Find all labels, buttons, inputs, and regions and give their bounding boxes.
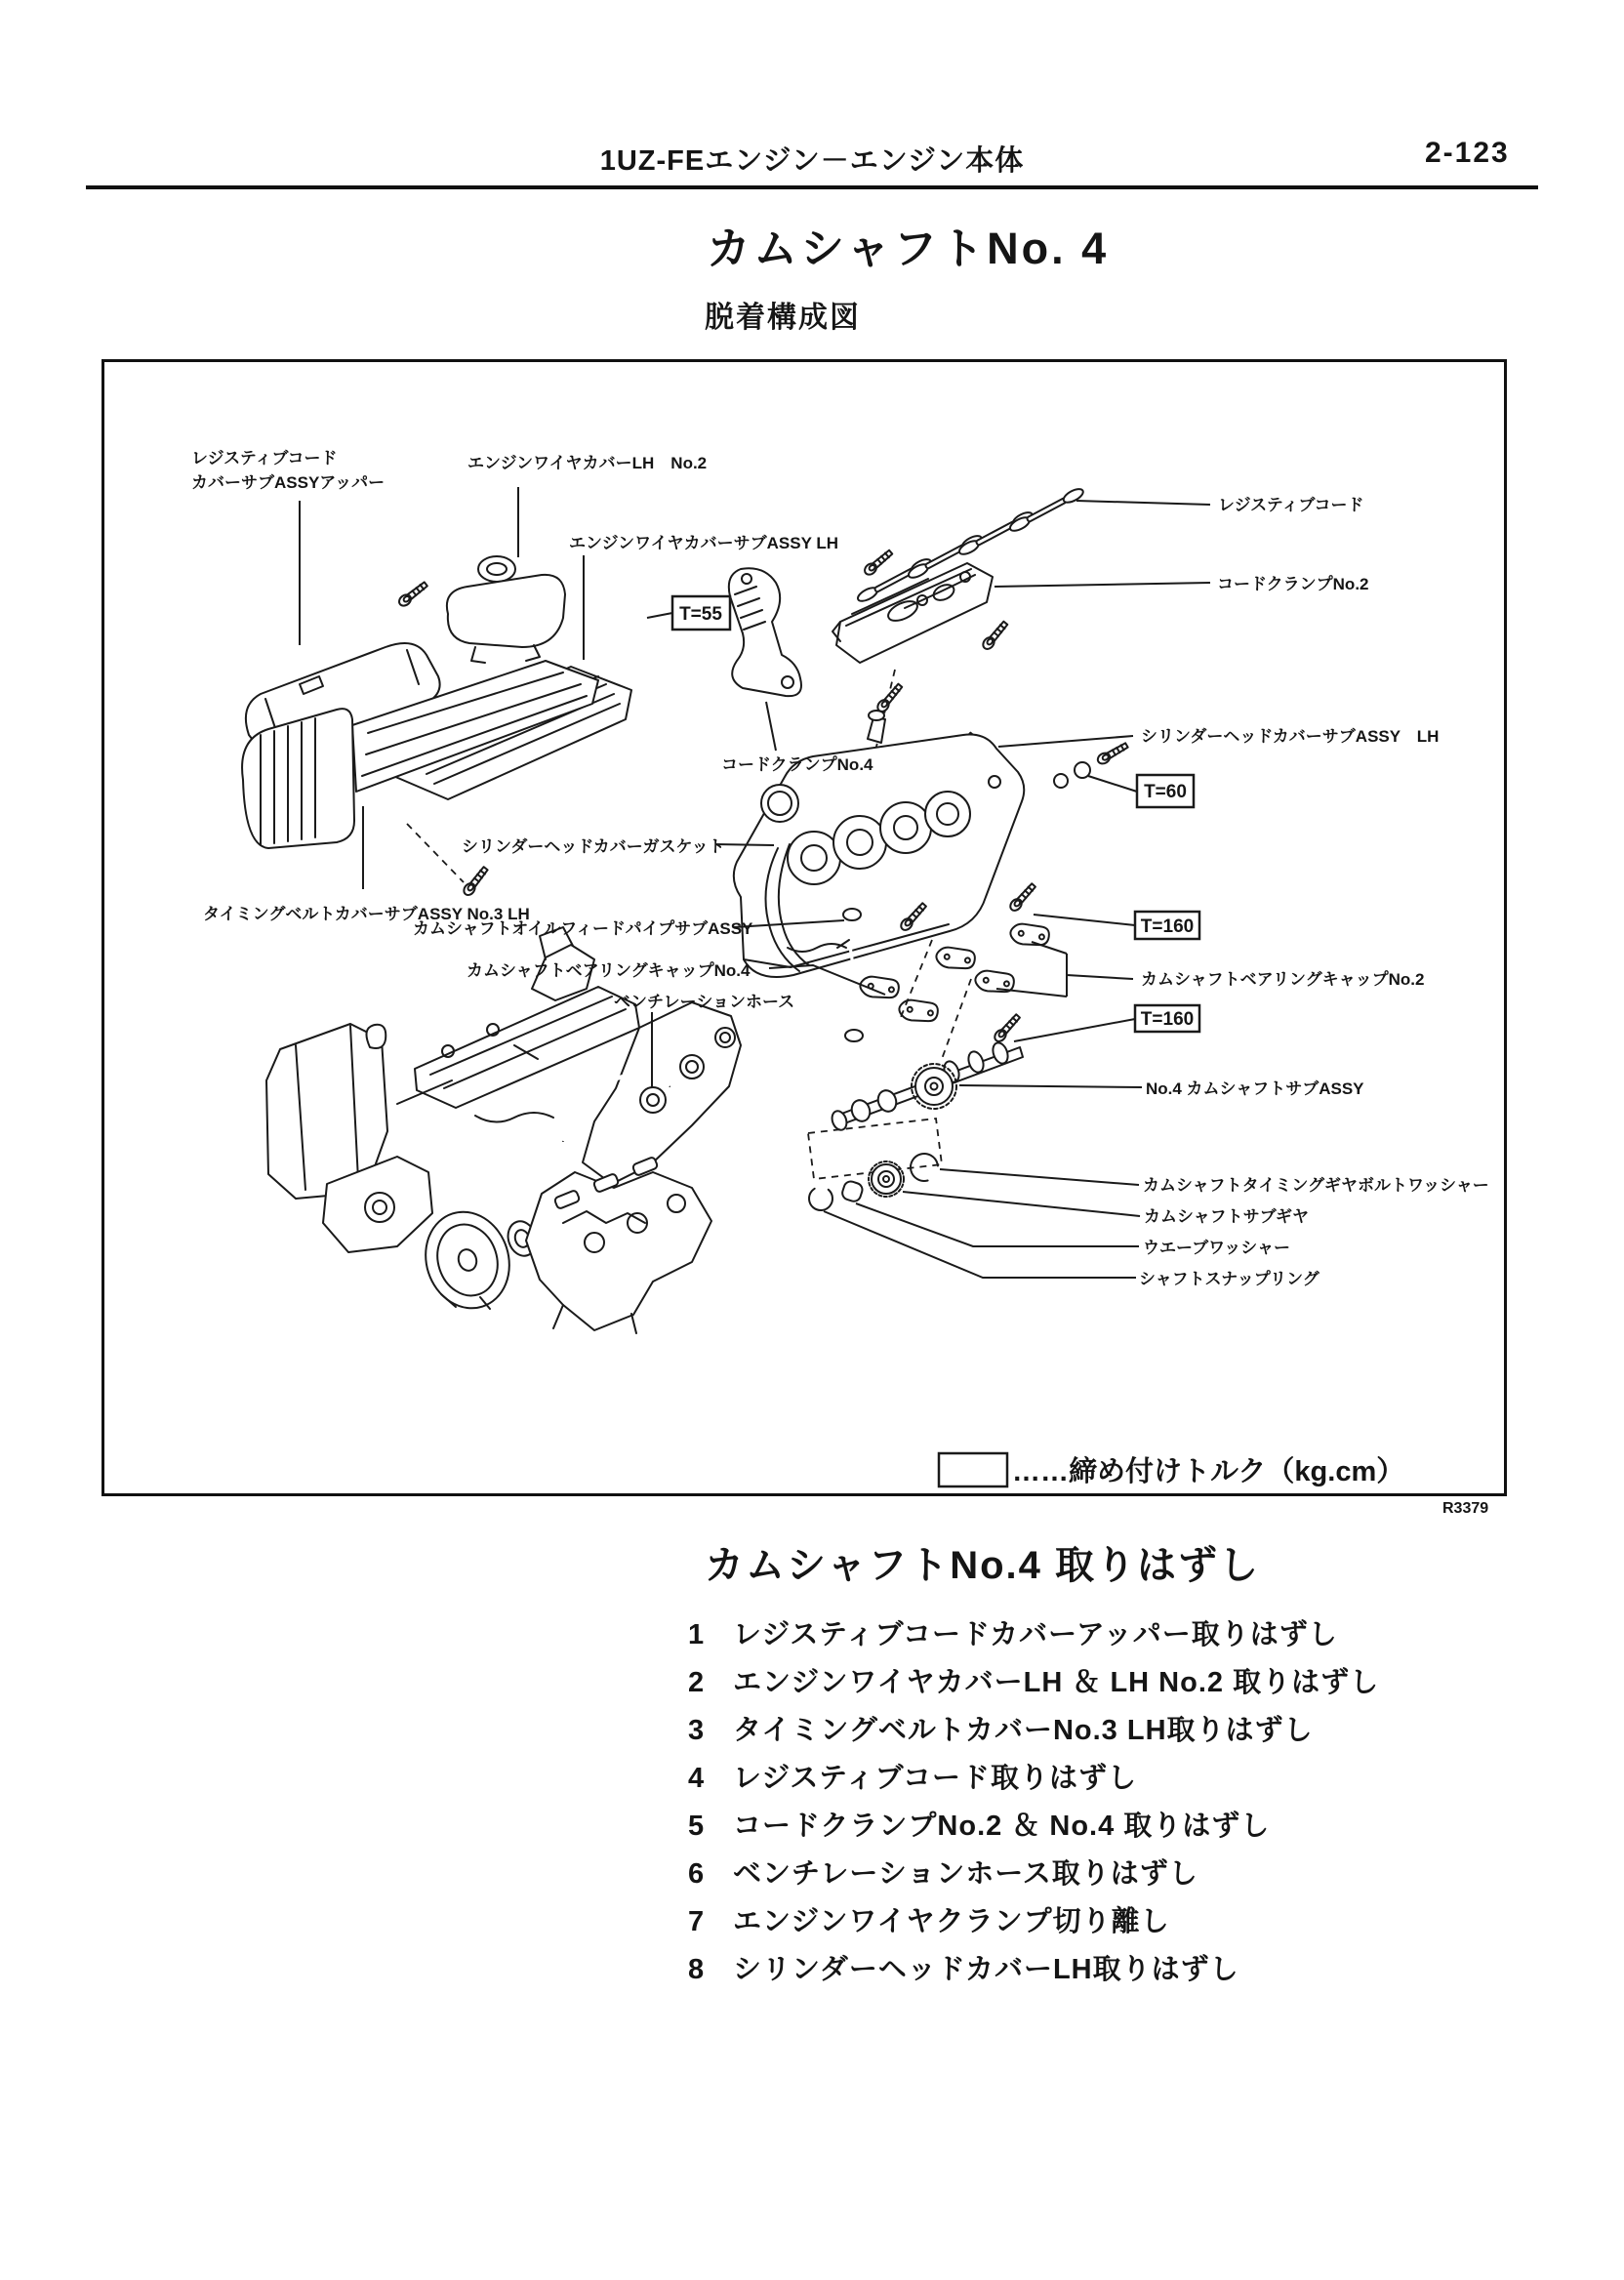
header-rule [86,185,1538,189]
leader [647,613,672,618]
torque-callout-t55 [672,596,730,630]
step-text: コードクランプNo.2 ＆ No.4 取りはずし [733,1811,1271,1842]
removal-heading: カムシャフトNo.4 取りはずし [705,1544,1260,1587]
svg-text:T=160: T=160 [1140,1009,1195,1030]
wave-washer-part [840,1180,864,1203]
torque-callout-t160-upper [1135,912,1199,939]
cord-clamp-no4-part [729,568,801,696]
seal-washer [1075,762,1090,778]
step-number: 4 [688,1763,705,1794]
removal-step [688,1756,1379,1794]
bolt-guide-dashed [407,824,464,882]
removal-step [688,1899,1379,1937]
label-resistive-cord: レジスティブコード [1218,496,1364,514]
label-camshaft-oil-feed-pipe-sub-assy: カムシャフトオイルフィードパイプサブASSY [413,919,753,938]
step-number: 1 [688,1619,705,1650]
leader [1034,915,1135,925]
step-text: レジスティブコード取りはずし [733,1763,1138,1794]
label-cylinder-head-cover-gasket: シリンダーヘッドカバーガスケット [462,837,725,856]
step-text: シリンダーヘッドカバーLH取りはずし [733,1954,1239,1985]
label-cylinder-head-cover-sub-assy-lh: シリンダーヘッドカバーサブASSY LH [1141,727,1440,746]
exploded-diagram [104,362,1504,1493]
leader [1076,501,1210,505]
label-resistive-cord-cover-upper-line2: カバーサブASSYアッパー [191,473,386,492]
page-subtitle: 脱着構成図 [705,302,861,334]
removal-step [688,1612,1379,1648]
exploded-diagram-frame [102,359,1507,1496]
shaft-snap-ring-part [804,1182,837,1215]
leader [903,1192,1140,1216]
step-text: ベンチレーションホース取りはずし [733,1858,1198,1890]
step-number: 7 [688,1906,705,1937]
removal-step [688,1708,1379,1746]
removal-steps-list [688,1612,1379,1995]
leader [1088,776,1137,792]
label-timing-belt-cover-sub-assy-no3-lh: タイミングベルトカバーサブASSY No.3 LH [203,905,530,923]
label-ventilation-hose: ベンチレーションホース [614,993,795,1011]
label-camshaft-bearing-cap-no2: カムシャフトベアリングキャップNo.2 [1141,970,1425,989]
label-shaft-snap-ring: シャフトスナップリング [1139,1270,1320,1288]
label-camshaft-timing-gear-bolt-washer: カムシャフトタイミングギヤボルトワッシャー [1143,1176,1489,1195]
label-cord-clamp-no4: コードクランプNo.4 [721,755,873,774]
figure-code: R3379 [1442,1500,1489,1517]
step-number: 3 [688,1715,705,1746]
removal-step [688,1947,1379,1985]
step-text: タイミングベルトカバーNo.3 LH取りはずし [733,1715,1314,1746]
step-text: エンジンワイヤクランプ切り離し [733,1906,1170,1937]
label-cord-clamp-no2: コードクランプNo.2 [1217,575,1369,593]
leader [940,1169,1139,1185]
removal-step [688,1660,1380,1698]
bearing-cap-no2-bracket [996,942,1133,997]
label-camshaft-bearing-cap-no4: カムシャフトベアリングキャップNo.4 [467,961,751,980]
label-engine-wire-cover-lh-no2: エンジンワイヤカバーLH No.2 [467,454,708,472]
leader [856,1203,1139,1246]
step-number: 2 [688,1667,705,1698]
leader [995,583,1210,587]
engine-wire-cover-lh-no2-part [447,556,565,663]
leader [766,702,776,751]
torque-legend [939,1453,1404,1487]
leader [1014,1019,1135,1041]
step-number: 6 [688,1858,705,1890]
cylinder-head-cover-part [734,711,1024,977]
step-number: 5 [688,1811,705,1842]
engine-assembly-drawing [266,927,741,1333]
page-title: カムシャフトNo. 4 [707,224,1110,273]
step-text: レジスティブコードカバーアッパー取りはずし [733,1619,1338,1650]
label-camshaft-sub-gear: カムシャフトサブギヤ [1144,1207,1309,1226]
removal-step [688,1852,1379,1890]
camshaft-sub-gear-part [869,1161,904,1197]
label-engine-wire-cover-sub-assy-lh: エンジンワイヤカバーサブASSY LH [569,534,839,552]
removal-step [688,1804,1379,1842]
label-resistive-cord-cover-upper-line1: レジスティブコード [191,449,338,468]
leader [959,1085,1142,1087]
torque-legend-text: ……締め付けトルク（kg.cm） [1012,1456,1405,1487]
header-title: 1UZ-FEエンジン－エンジン本体 [599,145,1025,177]
label-no4-camshaft-sub-assy: No.4 カムシャフトサブASSY [1146,1079,1364,1098]
leader [998,736,1133,747]
svg-text:T=60: T=60 [1144,782,1187,802]
torque-callout-t60 [1137,775,1194,807]
torque-callout-t160-lower [1135,1005,1199,1032]
page-number: 2-123 [1425,137,1510,169]
svg-text:T=55: T=55 [679,604,722,625]
step-text: エンジンワイヤカバーLH ＆ LH No.2 取りはずし [733,1667,1380,1698]
label-wave-washer: ウエーブワッシャー [1143,1239,1290,1257]
step-number: 8 [688,1954,705,1985]
seal-washer [1054,774,1068,788]
svg-text:T=160: T=160 [1140,916,1195,937]
leader [824,1211,1136,1278]
